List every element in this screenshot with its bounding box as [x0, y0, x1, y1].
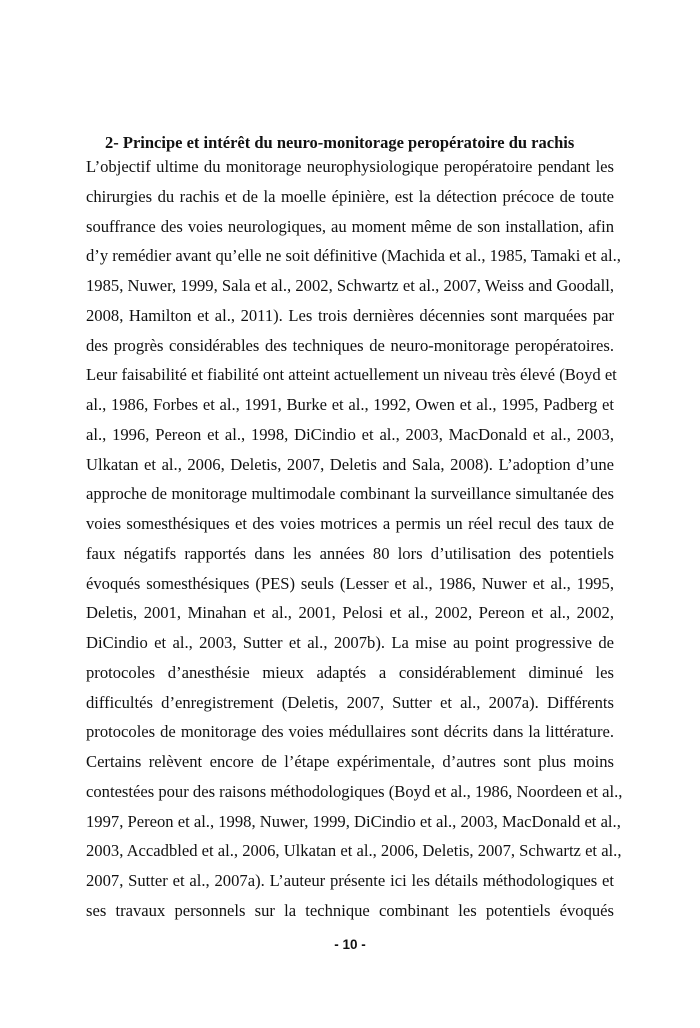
- paragraph-line: L’objectif ultime du monitorage neurophysiologique peropératoire pendant les: [86, 157, 614, 176]
- paragraph-line: ses travaux personnels sur la technique combinant les potentiels évoqués: [86, 900, 614, 920]
- section-heading: 2- Principe et intérêt du neuro-monitorage peropératoire du rachis: [105, 133, 575, 152]
- paragraph-line: al., 1986, Forbes et al., 1991, Burke et al., 1992, Owen et al., 1995, Padberg et: [86, 395, 614, 414]
- paragraph-line: 1985, Nuwer, 1999, Sala et al., 2002, Schwartz et al., 2007, Weiss and Goodall,: [86, 276, 614, 295]
- paragraph-line: d’y remédier avant qu’elle ne soit définitive (Machida et al., 1985, Tamaki et al.,: [86, 246, 621, 266]
- paragraph-line: protocoles d’anesthésie mieux adaptés a considérablement diminué les: [86, 662, 614, 682]
- paragraph-line: des progrès considérables des techniques de neuro-monitorage peropératoires.: [86, 335, 614, 355]
- paragraph-line: Certains relèvent encore de l’étape expérimentale, d’autres sont plus moins: [86, 752, 614, 771]
- page-number: - 10 -: [334, 937, 366, 952]
- paragraph-line: 2008, Hamilton et al., 2011). Les trois dernières décennies sont marquées par: [86, 305, 614, 325]
- paragraph-line: al., 1996, Pereon et al., 1998, DiCindio et al., 2003, MacDonald et al., 2003,: [86, 424, 614, 444]
- paragraph-line: Ulkatan et al., 2006, Deletis, 2007, Deletis and Sala, 2008). L’adoption d’une: [86, 454, 614, 474]
- paragraph-line: 2003, Accadbled et al., 2006, Ulkatan et al., 2006, Deletis, 2007, Schwartz et al.,: [86, 841, 622, 861]
- paragraph-line: 1997, Pereon et al., 1998, Nuwer, 1999, DiCindio et al., 2003, MacDonald et al.,: [86, 811, 621, 831]
- paragraph-line: contestées pour des raisons méthodologiques (Boyd et al., 1986, Noordeen et al.,: [86, 781, 623, 801]
- paragraph-line: faux négatifs rapportés dans les années 80 lors d’utilisation des potentiels: [86, 543, 614, 563]
- paragraph-line: protocoles de monitorage des voies médullaires sont décrits dans la littérature.: [86, 722, 614, 742]
- paragraph-line: DiCindio et al., 2003, Sutter et al., 2007b). La mise au point progressive de: [86, 633, 614, 652]
- body-paragraph: [86, 152, 623, 926]
- paragraph-line: voies somesthésiques et des voies motrices a permis un réel recul des taux de: [86, 514, 614, 533]
- paragraph-line: Deletis, 2001, Minahan et al., 2001, Pelosi et al., 2002, Pereon et al., 2002,: [86, 603, 614, 623]
- paragraph-line: chirurgies du rachis et de la moelle épinière, est la détection précoce de toute: [86, 186, 614, 206]
- paragraph-line: souffrance des voies neurologiques, au moment même de son installation, afin: [86, 216, 614, 236]
- paragraph-line: Leur faisabilité et fiabilité ont atteint actuellement un niveau très élevé (Boyd et: [86, 365, 617, 385]
- paragraph-line: approche de monitorage multimodale combinant la surveillance simultanée des: [86, 484, 614, 504]
- paragraph-line: évoqués somesthésiques (PES) seuls (Lesser et al., 1986, Nuwer et al., 1995,: [86, 573, 614, 593]
- paragraph-line: 2007, Sutter et al., 2007a). L’auteur présente ici les détails méthodologiques et: [86, 871, 614, 890]
- paragraph-line: difficultés d’enregistrement (Deletis, 2007, Sutter et al., 2007a). Différents: [86, 692, 614, 712]
